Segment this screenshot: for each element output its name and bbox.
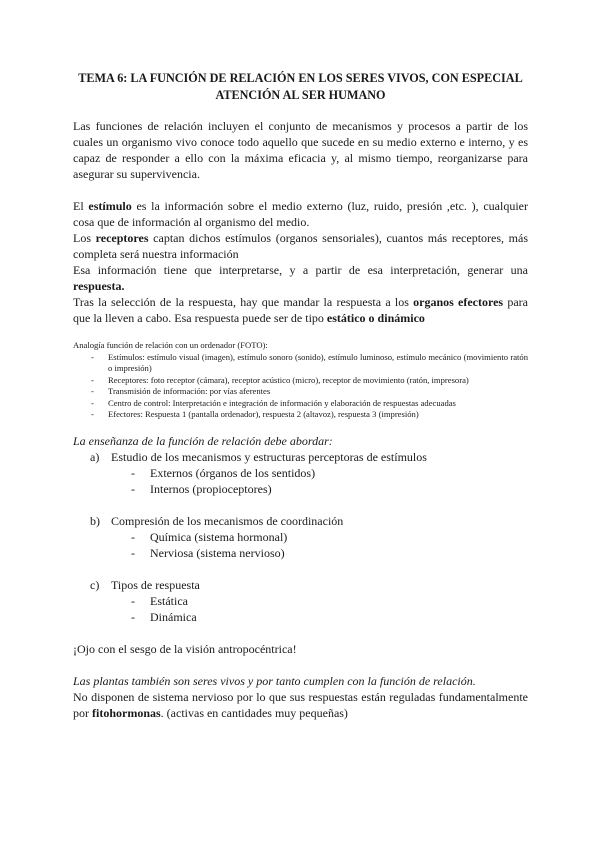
sub-item: - Estática — [131, 593, 528, 609]
plantas-heading: Las plantas también son seres vivos y por tanto cumplen con la función de relación. — [73, 673, 476, 688]
respuesta-term: respuesta. — [73, 279, 125, 293]
sub-item: - Internos (propioceptores) — [131, 481, 528, 497]
ensenanza-item-c-label: c) — [90, 577, 100, 592]
ensenanza-item-a-text: Estudio de los mecanismos y estructuras perceptoras de estímulos — [111, 449, 427, 464]
plantas-paragraph: No disponen de sistema nervioso por lo que sus respuestas están reguladas fundamentalmente por fitohormonas. (activas en cantidades muy pequeñas) — [73, 689, 528, 720]
intro-paragraph: Las funciones de relación incluyen el conjunto de mecanismos y procesos a partir de los cuales un organismo vivo conoce todo aquello que sucede en su medio externo e interno, y es capaz de responder a ello con la máxima eficacia y, al mismo tiempo, reorganizarse para asegurar su supervivencia. — [73, 119, 528, 181]
analogia-list — [73, 352, 528, 421]
respuesta-paragraph: Esa información tiene que interpretarse, y a partir de esa interpretación, generar una respuesta. — [73, 263, 528, 293]
ensenanza-heading: La enseñanza de la función de relación debe abordar: — [73, 433, 333, 448]
ensenanza-item-b-subs — [111, 529, 528, 561]
estimulo-paragraph: El estímulo es la información sobre el medio externo (luz, ruido, presión ,etc. ), cualquier cosa que de información al organismo del medio. — [73, 199, 528, 229]
sub-item: - Externos (órganos de los sentidos) — [131, 465, 528, 481]
analogia-item-transmision: - Transmisión de información: por vías aferentes — [91, 386, 528, 398]
efectores-term: organos efectores — [413, 295, 504, 309]
sub-item: - Nerviosa (sistema nervioso) — [131, 545, 528, 561]
receptores-paragraph: Los receptores captan dichos estímulos (organos sensoriales), cuantos más receptores, más completa será nuestra información — [73, 231, 529, 261]
ensenanza-item-a-label: a) — [90, 449, 100, 464]
ensenanza-item-c-text: Tipos de respuesta — [111, 577, 200, 592]
ensenanza-item-b-text: Compresión de los mecanismos de coordinación — [111, 513, 344, 528]
ensenanza-item-a-subs — [111, 465, 528, 497]
sub-item: - Dinámica — [131, 609, 528, 625]
fitohormonas-term: fitohormonas — [92, 705, 161, 720]
analogia-item-centro-control: - Centro de control: Interpretación e integración de información y elaboración de respuestas adecuadas — [91, 398, 528, 410]
ensenanza-item-b-label: b) — [90, 513, 100, 528]
title-line-1: TEMA 6: LA FUNCIÓN DE RELACIÓN EN LOS SERES VIVOS, CON ESPECIAL — [78, 71, 523, 85]
title-line-2: ATENCIÓN AL SER HUMANO — [215, 88, 386, 102]
tipo-respuesta-term: estático o dinámico — [326, 311, 425, 325]
sub-item: - Química (sistema hormonal) — [131, 529, 528, 545]
receptores-term: receptores — [95, 231, 149, 245]
analogia-item-receptores: - Receptores: foto receptor (cámara), receptor acústico (micro), receptor de movimiento (ratón, impresora) — [91, 375, 528, 387]
ensenanza-item-c-subs — [111, 593, 528, 625]
page-title — [73, 70, 528, 104]
efectores-paragraph: Tras la selección de la respuesta, hay que mandar la respuesta a los organos efectores para que la lleven a cabo. Esa respuesta puede ser de tipo estático o dinámico — [73, 295, 528, 325]
analogia-item-efectores: - Efectores: Respuesta 1 (pantalla ordenador), respuesta 2 (altavoz), respuesta 3 (impresión) — [91, 409, 528, 421]
analogia-heading: Analogía función de relación con un ordenador (FOTO): — [73, 340, 268, 350]
ojo-note: ¡Ojo con el sesgo de la visión antropocéntrica! — [73, 641, 297, 656]
ensenanza-item-a — [73, 449, 528, 497]
estimulo-term: estímulo — [88, 199, 132, 213]
ensenanza-item-b — [73, 513, 528, 561]
ensenanza-item-c — [73, 577, 528, 625]
analogia-item-estimulos: - Estímulos: estímulo visual (imagen), estímulo sonoro (sonido), estímulo luminoso, estímulo mecánico (movimiento ratón o impresión) — [91, 352, 528, 375]
ensenanza-list — [73, 449, 528, 625]
